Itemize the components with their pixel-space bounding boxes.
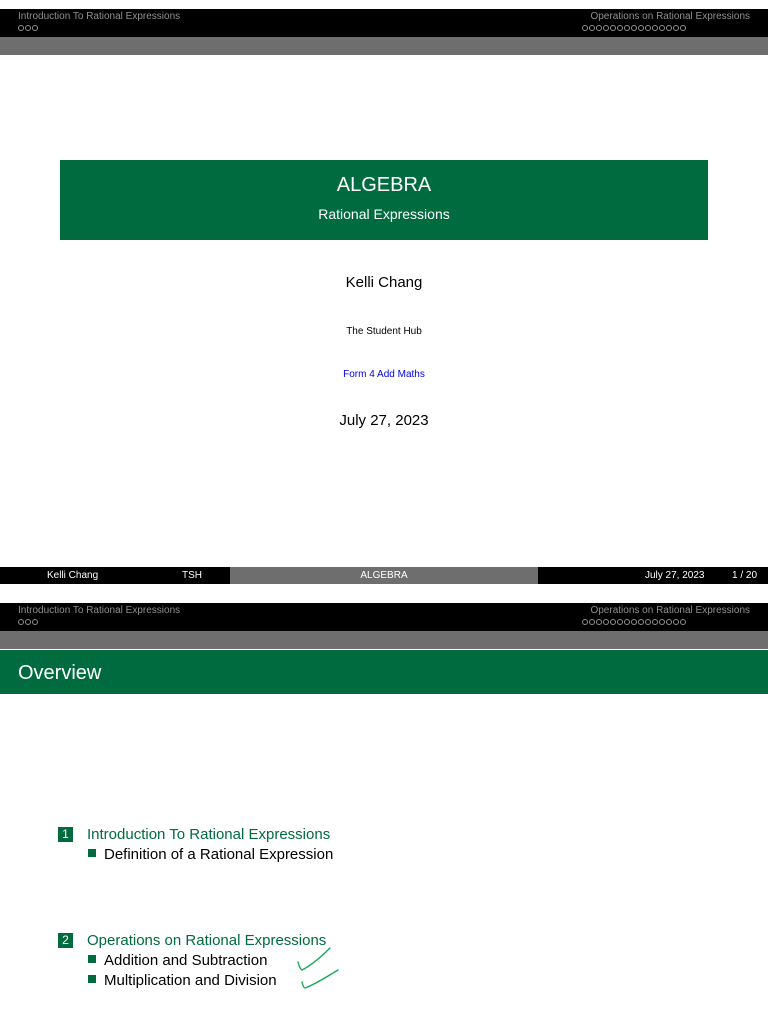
section-number-badge: 1	[58, 827, 73, 842]
footer-left	[0, 567, 230, 584]
slide1-navigation-bar	[0, 9, 768, 37]
footer-author: Kelli Chang	[47, 570, 99, 581]
footer-title: ALGEBRA	[230, 567, 538, 584]
toc-section-2[interactable]	[58, 932, 326, 949]
nav-section-operations[interactable]: Operations on Rational Expressions	[590, 11, 750, 22]
subsection-title: Multiplication and Division	[104, 972, 277, 989]
slide2-navigation-bar	[0, 603, 768, 631]
subsection-title: Definition of a Rational Expression	[104, 846, 334, 863]
slide2-subnav-bar	[0, 631, 768, 649]
course-link[interactable]: Form 4 Add Maths	[343, 369, 425, 380]
nav-dots-operations[interactable]	[582, 25, 686, 31]
bullet-square-icon	[88, 849, 96, 857]
checkmark-icon	[302, 970, 338, 988]
section-title: Introduction To Rational Expressions	[87, 826, 331, 843]
nav-dots-intro[interactable]	[18, 25, 38, 31]
footer-institute: TSH	[182, 570, 202, 581]
nav-section-intro[interactable]: Introduction To Rational Expressions	[18, 605, 181, 616]
checkmark-icon	[298, 948, 330, 970]
toc-subsection-multiplication[interactable]	[88, 972, 277, 989]
institute-name: The Student Hub	[346, 326, 422, 337]
nav-section-intro[interactable]: Introduction To Rational Expressions	[18, 11, 181, 22]
presentation-date: July 27, 2023	[339, 412, 429, 429]
frame-title-bar	[0, 650, 768, 694]
section-title: Operations on Rational Expressions	[87, 932, 327, 949]
title-block	[60, 160, 708, 240]
bullet-square-icon	[88, 955, 96, 963]
presentation-title: ALGEBRA	[336, 174, 432, 196]
subsection-title: Addition and Subtraction	[104, 952, 268, 969]
toc-section-1[interactable]	[58, 826, 330, 843]
bullet-square-icon	[88, 975, 96, 983]
author-name: Kelli Chang	[345, 274, 423, 291]
nav-dots-operations[interactable]	[582, 619, 686, 625]
footer-date: July 27, 2023	[645, 570, 705, 581]
toc-subsection-definition[interactable]	[88, 846, 333, 863]
nav-dots-intro[interactable]	[18, 619, 38, 625]
slide1-footline	[0, 567, 768, 584]
nav-section-operations[interactable]: Operations on Rational Expressions	[590, 605, 750, 616]
footer-right	[538, 567, 768, 584]
handwritten-checkmark-icons	[290, 932, 350, 994]
frame-title: Overview	[18, 662, 102, 684]
section-number-badge: 2	[58, 933, 73, 948]
footer-page-number: 1 / 20	[732, 570, 758, 581]
slide1-subnav-bar	[0, 37, 768, 55]
toc-subsection-addition[interactable]	[88, 952, 267, 969]
presentation-subtitle: Rational Expressions	[318, 206, 450, 222]
